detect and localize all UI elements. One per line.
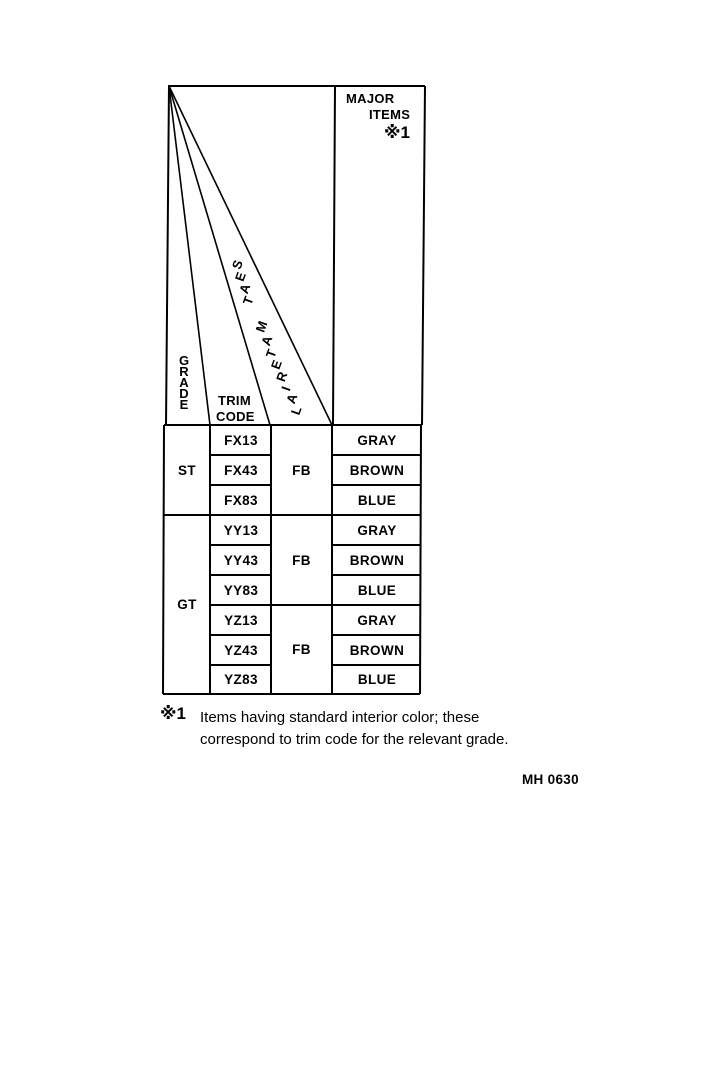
figure-code: MH 0630 [522,772,579,787]
color-cell: GRAY [357,612,397,628]
color-cell: BROWN [349,552,405,568]
footnote-reference-mark: ※1 [384,123,410,142]
grade-cell-st: ST [177,462,197,478]
color-cell: GRAY [357,432,397,448]
trim-code-cell: YY43 [223,552,259,568]
footnote-mark: ※1 [160,704,186,723]
trim-code-cell: YY83 [223,582,259,598]
footnote-line1: Items having standard interior color; these [200,709,480,726]
color-cell: GRAY [357,522,397,538]
grade-column-header: G R A D E [178,353,190,412]
seat-material-cell: FB [292,552,311,568]
color-cell: BROWN [349,462,405,478]
color-cell: BLUE [357,492,397,508]
trim-code-label-line2: CODE [216,409,255,424]
trim-code-cell: FX13 [224,432,258,448]
trim-code-cell: YZ83 [224,672,258,687]
trim-code-cell: YY13 [223,522,259,538]
trim-code-cell: FX43 [224,462,258,478]
trim-code-cell: YZ13 [224,612,258,628]
grade-cell-gt: GT [177,597,197,612]
color-cell: BLUE [357,582,397,598]
seat-material-cell: FB [292,642,311,657]
footnote-line2: correspond to trim code for the relevant grade. [200,731,509,748]
color-cell: BROWN [349,642,405,658]
seat-material-cell: FB [292,462,311,478]
trim-code-label-line1: TRIM [218,393,251,408]
color-cell: BLUE [357,672,397,687]
trim-code-cell: YZ43 [224,642,258,658]
major-items-label-line2: ITEMS [369,107,411,122]
trim-code-cell: FX83 [224,492,258,508]
major-items-label-line1: MAJOR [346,91,395,106]
